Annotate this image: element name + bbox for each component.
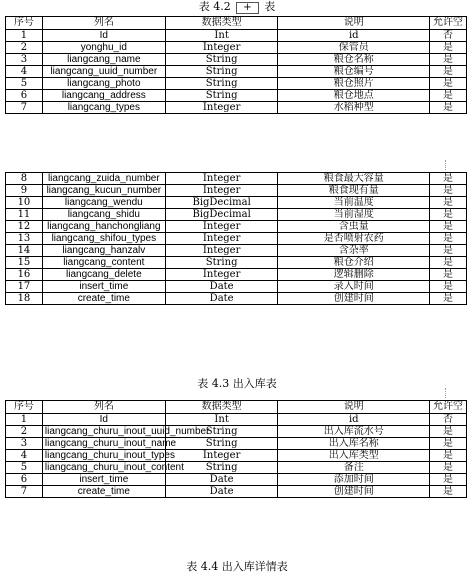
column-name-cell: liangcang_types — [42, 102, 165, 114]
nullable-cell: 是 — [430, 90, 467, 102]
row-number-cell: 8 — [6, 173, 43, 185]
description-cell: 备注 — [278, 462, 430, 474]
data-type-cell: Integer — [165, 42, 278, 54]
row-number-cell: 18 — [6, 293, 43, 305]
description-cell: 当前温度 — [278, 197, 430, 209]
nullable-cell: 是 — [430, 78, 467, 90]
column-name-cell: Id — [42, 30, 165, 42]
description-cell: 粮食最大容量 — [278, 173, 430, 185]
table-row — [6, 90, 467, 102]
caption-suffix: 表 — [264, 0, 276, 13]
page-break-marker — [445, 160, 446, 170]
description-cell: 出入库名称 — [278, 438, 430, 450]
table-row — [6, 474, 467, 486]
data-type-cell: Integer — [165, 233, 278, 245]
nullable-cell: 是 — [430, 42, 467, 54]
table-row — [6, 414, 467, 426]
nullable-cell: 是 — [430, 462, 467, 474]
row-number-cell: 6 — [6, 474, 43, 486]
row-number-cell: 10 — [6, 197, 43, 209]
table-4-2-part1 — [5, 16, 467, 114]
nullable-cell: 是 — [430, 293, 467, 305]
data-type-cell: Integer — [165, 185, 278, 197]
nullable-cell: 否 — [430, 30, 467, 42]
column-name-cell: create_time — [42, 293, 165, 305]
nullable-cell: 是 — [430, 221, 467, 233]
data-type-cell: Integer — [165, 173, 278, 185]
nullable-cell: 是 — [430, 173, 467, 185]
data-type-cell: BigDecimal — [165, 209, 278, 221]
row-number-cell: 3 — [6, 54, 43, 66]
nullable-cell: 是 — [430, 245, 467, 257]
header-cell: 列名 — [42, 401, 165, 414]
description-cell: 粮仓地点 — [278, 90, 430, 102]
description-cell: 创建时间 — [278, 293, 430, 305]
table-row — [6, 486, 467, 498]
description-cell: 含虫量 — [278, 221, 430, 233]
description-cell: 保管员 — [278, 42, 430, 54]
nullable-cell: 是 — [430, 450, 467, 462]
description-cell: 出入库流水号 — [278, 426, 430, 438]
table-row — [6, 233, 467, 245]
add-icon[interactable]: + — [236, 2, 258, 14]
data-type-cell: String — [165, 438, 278, 450]
description-cell: 出入库类型 — [278, 450, 430, 462]
table-body — [6, 173, 467, 305]
description-cell: 粮仓照片 — [278, 78, 430, 90]
table-row — [6, 450, 467, 462]
column-name-cell: liangcang_shidu — [42, 209, 165, 221]
description-cell: 粮仓编号 — [278, 66, 430, 78]
nullable-cell: 是 — [430, 269, 467, 281]
row-number-cell: 11 — [6, 209, 43, 221]
data-type-cell: Integer — [165, 245, 278, 257]
table-4-2-caption — [0, 1, 474, 14]
nullable-cell: 否 — [430, 414, 467, 426]
page-break-marker — [445, 388, 446, 398]
table-body — [6, 30, 467, 114]
table-row — [6, 30, 467, 42]
row-number-cell: 4 — [6, 66, 43, 78]
description-cell: 粮食现有量 — [278, 185, 430, 197]
table-4-3-caption: 表 4.3 出入库表 — [197, 377, 277, 390]
row-number-cell: 13 — [6, 233, 43, 245]
nullable-cell: 是 — [430, 102, 467, 114]
table-4-3 — [5, 400, 467, 498]
column-name-cell: liangcang_shifou_types — [42, 233, 165, 245]
nullable-cell: 是 — [430, 185, 467, 197]
data-type-cell: Integer — [165, 102, 278, 114]
header-cell: 序号 — [6, 17, 43, 30]
row-number-cell: 4 — [6, 450, 43, 462]
data-type-cell: Date — [165, 486, 278, 498]
row-number-cell: 7 — [6, 486, 43, 498]
row-number-cell: 17 — [6, 281, 43, 293]
row-number-cell: 12 — [6, 221, 43, 233]
row-number-cell: 1 — [6, 414, 43, 426]
data-type-cell: Int — [165, 30, 278, 42]
data-type-cell: String — [165, 426, 278, 438]
data-type-cell: String — [165, 54, 278, 66]
description-cell: 粮仓名称 — [278, 54, 430, 66]
nullable-cell: 是 — [430, 197, 467, 209]
column-name-cell: liangcang_address — [42, 90, 165, 102]
nullable-cell: 是 — [430, 438, 467, 450]
nullable-cell: 是 — [430, 233, 467, 245]
column-name-cell: create_time — [42, 486, 165, 498]
row-number-cell: 14 — [6, 245, 43, 257]
row-number-cell: 5 — [6, 78, 43, 90]
row-number-cell: 6 — [6, 90, 43, 102]
nullable-cell: 是 — [430, 426, 467, 438]
header-cell: 数据类型 — [165, 17, 278, 30]
column-name-cell: yonghu_id — [42, 42, 165, 54]
column-name-cell: insert_time — [42, 281, 165, 293]
description-cell: 录入时间 — [278, 281, 430, 293]
header-cell: 列名 — [42, 17, 165, 30]
table-row — [6, 221, 467, 233]
data-type-cell: Integer — [165, 269, 278, 281]
nullable-cell: 是 — [430, 281, 467, 293]
column-name-cell: liangcang_churu_inout_content — [42, 462, 165, 474]
table-4-2-part2 — [5, 172, 467, 305]
column-name-cell: liangcang_delete — [42, 269, 165, 281]
description-cell: 含杂率 — [278, 245, 430, 257]
data-type-cell: String — [165, 90, 278, 102]
row-number-cell: 7 — [6, 102, 43, 114]
table-row — [6, 426, 467, 438]
header-cell: 数据类型 — [165, 401, 278, 414]
table-row — [6, 173, 467, 185]
row-number-cell: 2 — [6, 426, 43, 438]
row-number-cell: 2 — [6, 42, 43, 54]
column-name-cell: liangcang_uuid_number — [42, 66, 165, 78]
data-type-cell: Date — [165, 293, 278, 305]
nullable-cell: 是 — [430, 474, 467, 486]
header-cell: 说明 — [278, 17, 430, 30]
data-type-cell: Date — [165, 281, 278, 293]
row-number-cell: 5 — [6, 462, 43, 474]
column-name-cell: liangcang_churu_inout_uuid_number — [42, 426, 165, 438]
column-name-cell: insert_time — [42, 474, 165, 486]
description-cell: id — [278, 414, 430, 426]
caption-prefix: 表 4.2 — [198, 0, 231, 13]
column-name-cell: liangcang_churu_inout_types — [42, 450, 165, 462]
table-row — [6, 78, 467, 90]
data-type-cell: String — [165, 257, 278, 269]
column-name-cell: liangcang_wendu — [42, 197, 165, 209]
description-cell: 是否喷射农药 — [278, 233, 430, 245]
table-header-row — [6, 17, 467, 30]
data-type-cell: Integer — [165, 221, 278, 233]
table-row — [6, 438, 467, 450]
row-number-cell: 15 — [6, 257, 43, 269]
description-cell: 逻辑删除 — [278, 269, 430, 281]
table-row — [6, 66, 467, 78]
column-name-cell: liangcang_kucun_number — [42, 185, 165, 197]
description-cell: 当前湿度 — [278, 209, 430, 221]
column-name-cell: liangcang_churu_inout_name — [42, 438, 165, 450]
table-row — [6, 42, 467, 54]
row-number-cell: 16 — [6, 269, 43, 281]
data-type-cell: String — [165, 78, 278, 90]
table-body — [6, 414, 467, 498]
table-row — [6, 257, 467, 269]
description-cell: 添加时间 — [278, 474, 430, 486]
column-name-cell: liangcang_zuida_number — [42, 173, 165, 185]
table-row — [6, 269, 467, 281]
description-cell: id — [278, 30, 430, 42]
nullable-cell: 是 — [430, 66, 467, 78]
row-number-cell: 1 — [6, 30, 43, 42]
column-name-cell: liangcang_hanchongliang — [42, 221, 165, 233]
table-row — [6, 102, 467, 114]
description-cell: 水稻种型 — [278, 102, 430, 114]
table-row — [6, 462, 467, 474]
table-row — [6, 54, 467, 66]
header-cell: 允许空 — [430, 401, 467, 414]
data-type-cell: BigDecimal — [165, 197, 278, 209]
data-type-cell: String — [165, 462, 278, 474]
header-cell: 说明 — [278, 401, 430, 414]
row-number-cell: 9 — [6, 185, 43, 197]
nullable-cell: 是 — [430, 257, 467, 269]
description-cell: 创建时间 — [278, 486, 430, 498]
table-row — [6, 245, 467, 257]
row-number-cell: 3 — [6, 438, 43, 450]
table-row — [6, 197, 467, 209]
column-name-cell: liangcang_photo — [42, 78, 165, 90]
data-type-cell: Date — [165, 474, 278, 486]
nullable-cell: 是 — [430, 54, 467, 66]
table-row — [6, 185, 467, 197]
table-4-4-caption: 表 4.4 出入库详情表 — [186, 560, 288, 573]
data-type-cell: String — [165, 66, 278, 78]
header-cell: 允许空 — [430, 17, 467, 30]
nullable-cell: 是 — [430, 486, 467, 498]
nullable-cell: 是 — [430, 209, 467, 221]
data-type-cell: Integer — [165, 450, 278, 462]
description-cell: 粮仓介绍 — [278, 257, 430, 269]
table-row — [6, 209, 467, 221]
header-cell: 序号 — [6, 401, 43, 414]
data-type-cell: Int — [165, 414, 278, 426]
column-name-cell: liangcang_content — [42, 257, 165, 269]
column-name-cell: liangcang_name — [42, 54, 165, 66]
column-name-cell: Id — [42, 414, 165, 426]
column-name-cell: liangcang_hanzalv — [42, 245, 165, 257]
table-row — [6, 281, 467, 293]
table-row — [6, 293, 467, 305]
table-header-row — [6, 401, 467, 414]
